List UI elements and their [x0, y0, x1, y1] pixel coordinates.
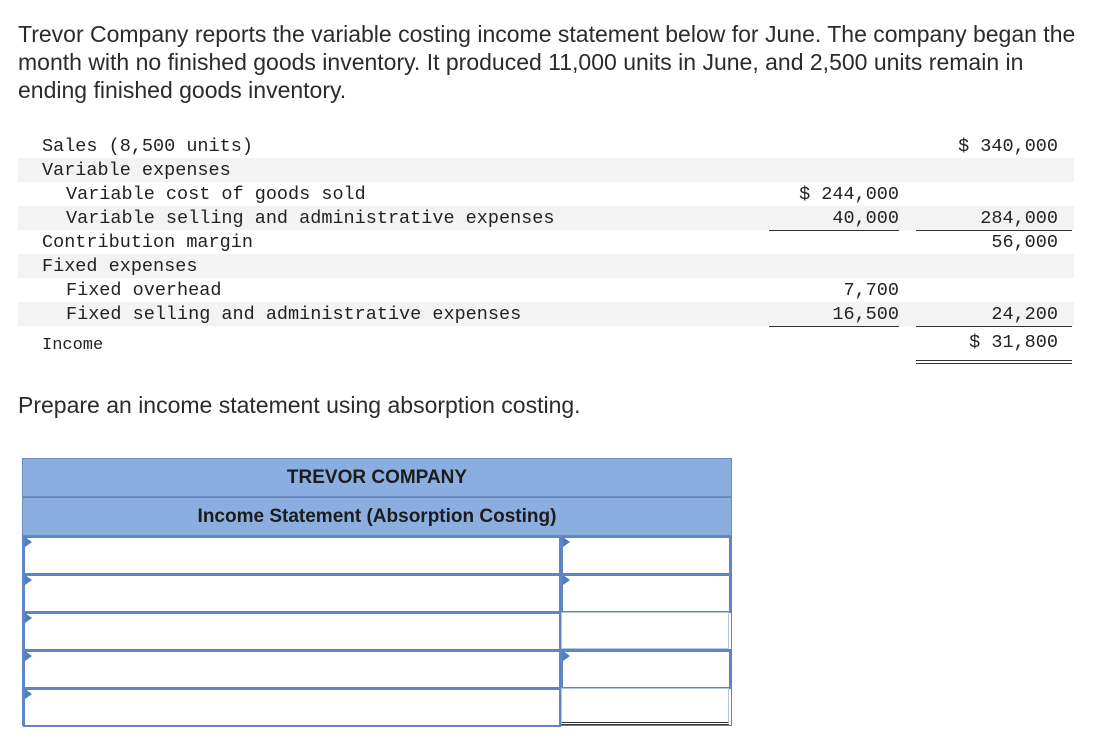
- income-label: Income: [42, 336, 104, 355]
- dropdown-marker-icon: [25, 651, 32, 661]
- variable-total-value: 284,000: [980, 208, 1058, 229]
- variable-cogs-row: [18, 182, 1074, 206]
- variable-sga-row: [18, 206, 1074, 230]
- income-value: $ 31,800: [969, 332, 1058, 353]
- worksheet-row: [22, 650, 732, 688]
- line-item-dropdown[interactable]: [23, 612, 561, 651]
- dropdown-marker-icon: [563, 537, 570, 547]
- worksheet-row: [22, 536, 732, 574]
- fixed-sga-value: 16,500: [832, 304, 899, 325]
- line-item-dropdown[interactable]: [23, 574, 561, 613]
- income-row: [18, 326, 1074, 358]
- variable-costing-statement: [18, 134, 1074, 358]
- contribution-margin-label: Contribution margin: [42, 232, 253, 253]
- dropdown-marker-icon: [563, 651, 570, 661]
- subtotal-rule: [769, 326, 899, 327]
- dropdown-marker-icon: [25, 613, 32, 623]
- fixed-expenses-label: Fixed expenses: [42, 256, 198, 277]
- total-double-rule: [916, 360, 1072, 364]
- problem-description: Trevor Company reports the variable costing income statement below for June. The company began the month with no finished goods inventory. It produced 11,000 units in June, and 2,500 units remain in ending finished goods inventory.: [18, 21, 1076, 103]
- worksheet-company-header: TREVOR COMPANY: [22, 458, 732, 497]
- dropdown-marker-icon: [25, 689, 32, 699]
- line-item-dropdown[interactable]: [23, 536, 561, 575]
- subtotal-rule: [916, 230, 1072, 231]
- line-item-dropdown[interactable]: [23, 688, 561, 727]
- worksheet-row: [22, 688, 732, 726]
- contribution-margin-row: [18, 230, 1074, 254]
- contribution-margin-value: 56,000: [991, 232, 1058, 253]
- amount-input[interactable]: [561, 574, 731, 613]
- total-amount-cell: [561, 688, 729, 725]
- fixed-total-value: 24,200: [991, 304, 1058, 325]
- worksheet-title-header: Income Statement (Absorption Costing): [22, 497, 732, 536]
- subtotal-rule: [769, 230, 899, 231]
- fixed-expenses-row: [18, 254, 1074, 278]
- amount-input[interactable]: [561, 536, 731, 575]
- sales-row: [18, 134, 1074, 158]
- variable-expenses-row: [18, 158, 1074, 182]
- amount-cell: [561, 612, 729, 649]
- sales-value: $ 340,000: [958, 136, 1058, 157]
- line-item-dropdown[interactable]: [23, 650, 561, 689]
- dropdown-marker-icon: [25, 575, 32, 585]
- worksheet-row: [22, 574, 732, 612]
- amount-input[interactable]: [561, 650, 731, 689]
- variable-sga-value: 40,000: [832, 208, 899, 229]
- absorption-income-statement-worksheet: [22, 458, 732, 726]
- dropdown-marker-icon: [563, 575, 570, 585]
- fixed-sga-row: [18, 302, 1074, 326]
- variable-sga-label: Variable selling and administrative expenses: [66, 208, 555, 229]
- worksheet-row: [22, 612, 732, 650]
- subtotal-rule: [916, 326, 1072, 327]
- fixed-overhead-label: Fixed overhead: [66, 280, 222, 301]
- fixed-overhead-row: [18, 278, 1074, 302]
- variable-cogs-value: $ 244,000: [799, 184, 899, 205]
- variable-cogs-label: Variable cost of goods sold: [66, 184, 366, 205]
- instruction-text: Prepare an income statement using absorption costing.: [18, 392, 581, 418]
- fixed-overhead-value: 7,700: [843, 280, 899, 301]
- sales-label: Sales (8,500 units): [42, 136, 253, 157]
- variable-expenses-label: Variable expenses: [42, 160, 231, 181]
- dropdown-marker-icon: [25, 537, 32, 547]
- fixed-sga-label: Fixed selling and administrative expenses: [66, 304, 522, 325]
